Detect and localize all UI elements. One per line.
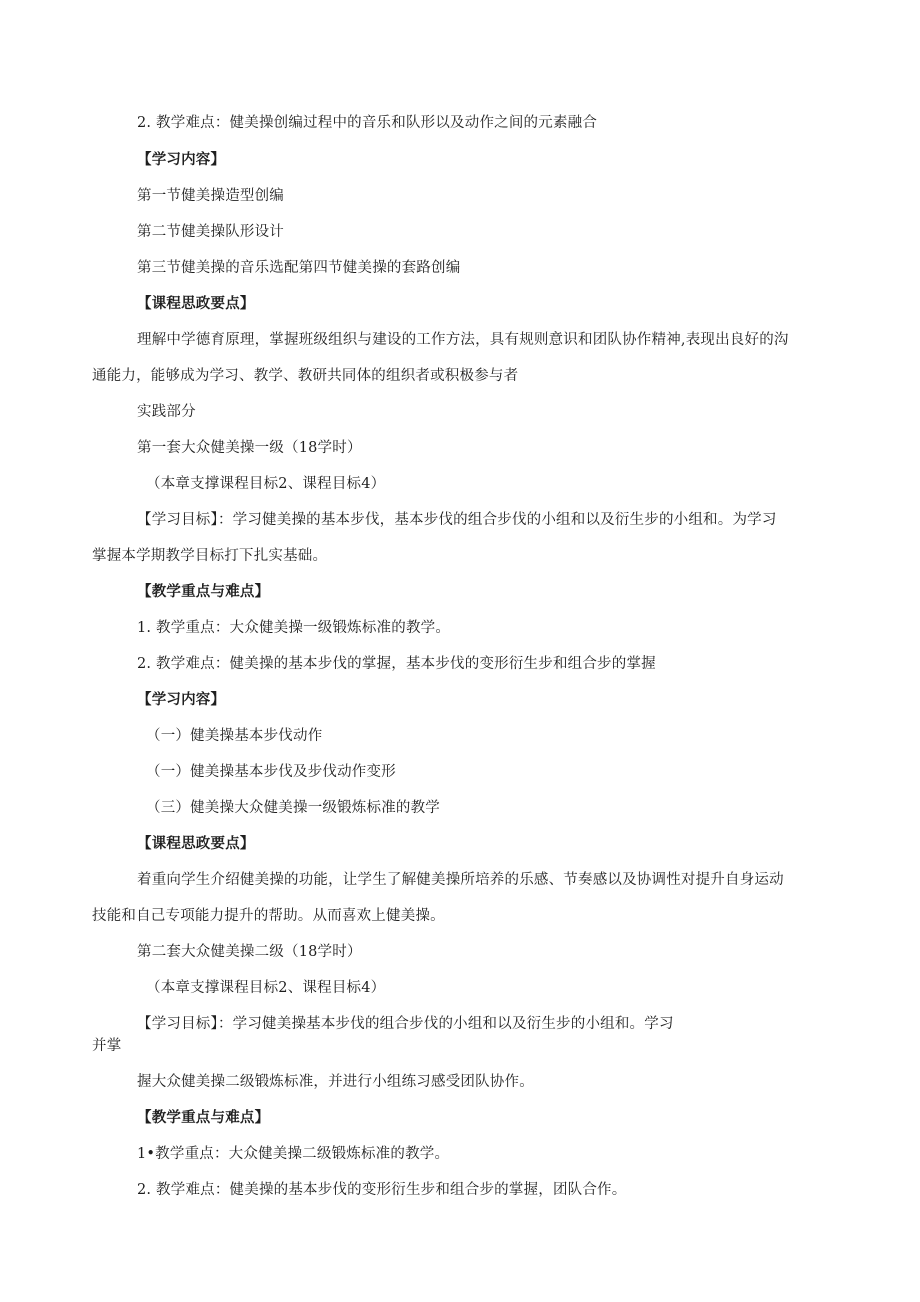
text-set-1-difficulty: 2. 教学难点：健美操的基本步伐的掌握，基本步伐的变形衍生步和组合步的掌握	[137, 656, 656, 672]
heading-key-difficult-2: 【教学重点与难点】	[137, 1109, 270, 1126]
text-set-1-key: 1. 教学重点：大众健美操一级锻炼标准的教学。	[137, 620, 451, 636]
text-set-1-goal-line-1: 【学习目标】：学习健美操的基本步伐，基本步伐的组合步伐的小组和以及衍生步的小组和。为学习	[137, 512, 777, 528]
text-set-1-goal-line-2: 掌握本学期教学目标打下扎实基础。	[92, 548, 328, 564]
heading-ideological-points: 【课程思政要点】	[137, 295, 255, 312]
text-section-1: 第一节健美操造型创编	[137, 188, 284, 204]
text-set-1-title: 第一套大众健美操一级（18学时）	[137, 440, 362, 456]
text-set-1-support: （本章支撑课程目标2、课程目标4）	[146, 476, 386, 492]
text-content-item-1: （一）健美操基本步伐动作	[146, 728, 323, 744]
text-content-item-2: （一）健美操基本步伐及步伐动作变形	[146, 764, 396, 780]
heading-key-difficult-1: 【教学重点与难点】	[137, 583, 270, 600]
text-set-2-goal-line-1: 【学习目标】：学习健美操基本步伐的组合步伐的小组和以及衍生步的小组和。学习	[137, 1016, 674, 1032]
text-ideological-line-1: 理解中学德育原理，掌握班级组织与建设的工作方法，具有规则意识和团队协作精神,表现出良好的沟	[137, 332, 789, 348]
text-set-2-difficulty: 2. 教学难点：健美操的基本步伐的变形衍生步和组合步的掌握，团队合作。	[137, 1182, 627, 1198]
text-section-2: 第二节健美操队形设计	[137, 224, 284, 240]
text-ideological-2-line-2: 技能和自己专项能力提升的帮助。从而喜欢上健美操。	[92, 908, 445, 924]
text-set-2-key: 1•教学重点：大众健美操二级锻炼标准的教学。	[137, 1146, 450, 1162]
text-section-3-4: 第三节健美操的音乐选配第四节健美操的套路创编	[137, 260, 461, 276]
text-set-2-goal-line-2: 握大众健美操二级锻炼标准，并进行小组练习感受团队协作。	[137, 1074, 534, 1090]
text-practice-part: 实践部分	[137, 404, 196, 420]
heading-learning-content: 【学习内容】	[137, 151, 226, 168]
text-content-item-3: （三）健美操大众健美操一级锻炼标准的教学	[146, 800, 440, 816]
text-set-2-support: （本章支撑课程目标2、课程目标4）	[146, 980, 386, 996]
text-line-difficulty-1: 2. 教学难点：健美操创编过程中的音乐和队形以及动作之间的元素融合	[137, 115, 598, 131]
heading-ideological-points-2: 【课程思政要点】	[137, 835, 255, 852]
text-set-2-title: 第二套大众健美操二级（18学时）	[137, 944, 362, 960]
heading-learning-content-2: 【学习内容】	[137, 691, 226, 708]
text-ideological-line-2: 通能力，能够成为学习、教学、教研共同体的组织者或积极参与者	[92, 368, 519, 384]
text-ideological-2-line-1: 着重向学生介绍健美操的功能，让学生了解健美操所培养的乐感、节奏感以及协调性对提升自身运动	[137, 872, 784, 888]
text-set-2-goal-fragment: 并掌	[92, 1038, 122, 1054]
